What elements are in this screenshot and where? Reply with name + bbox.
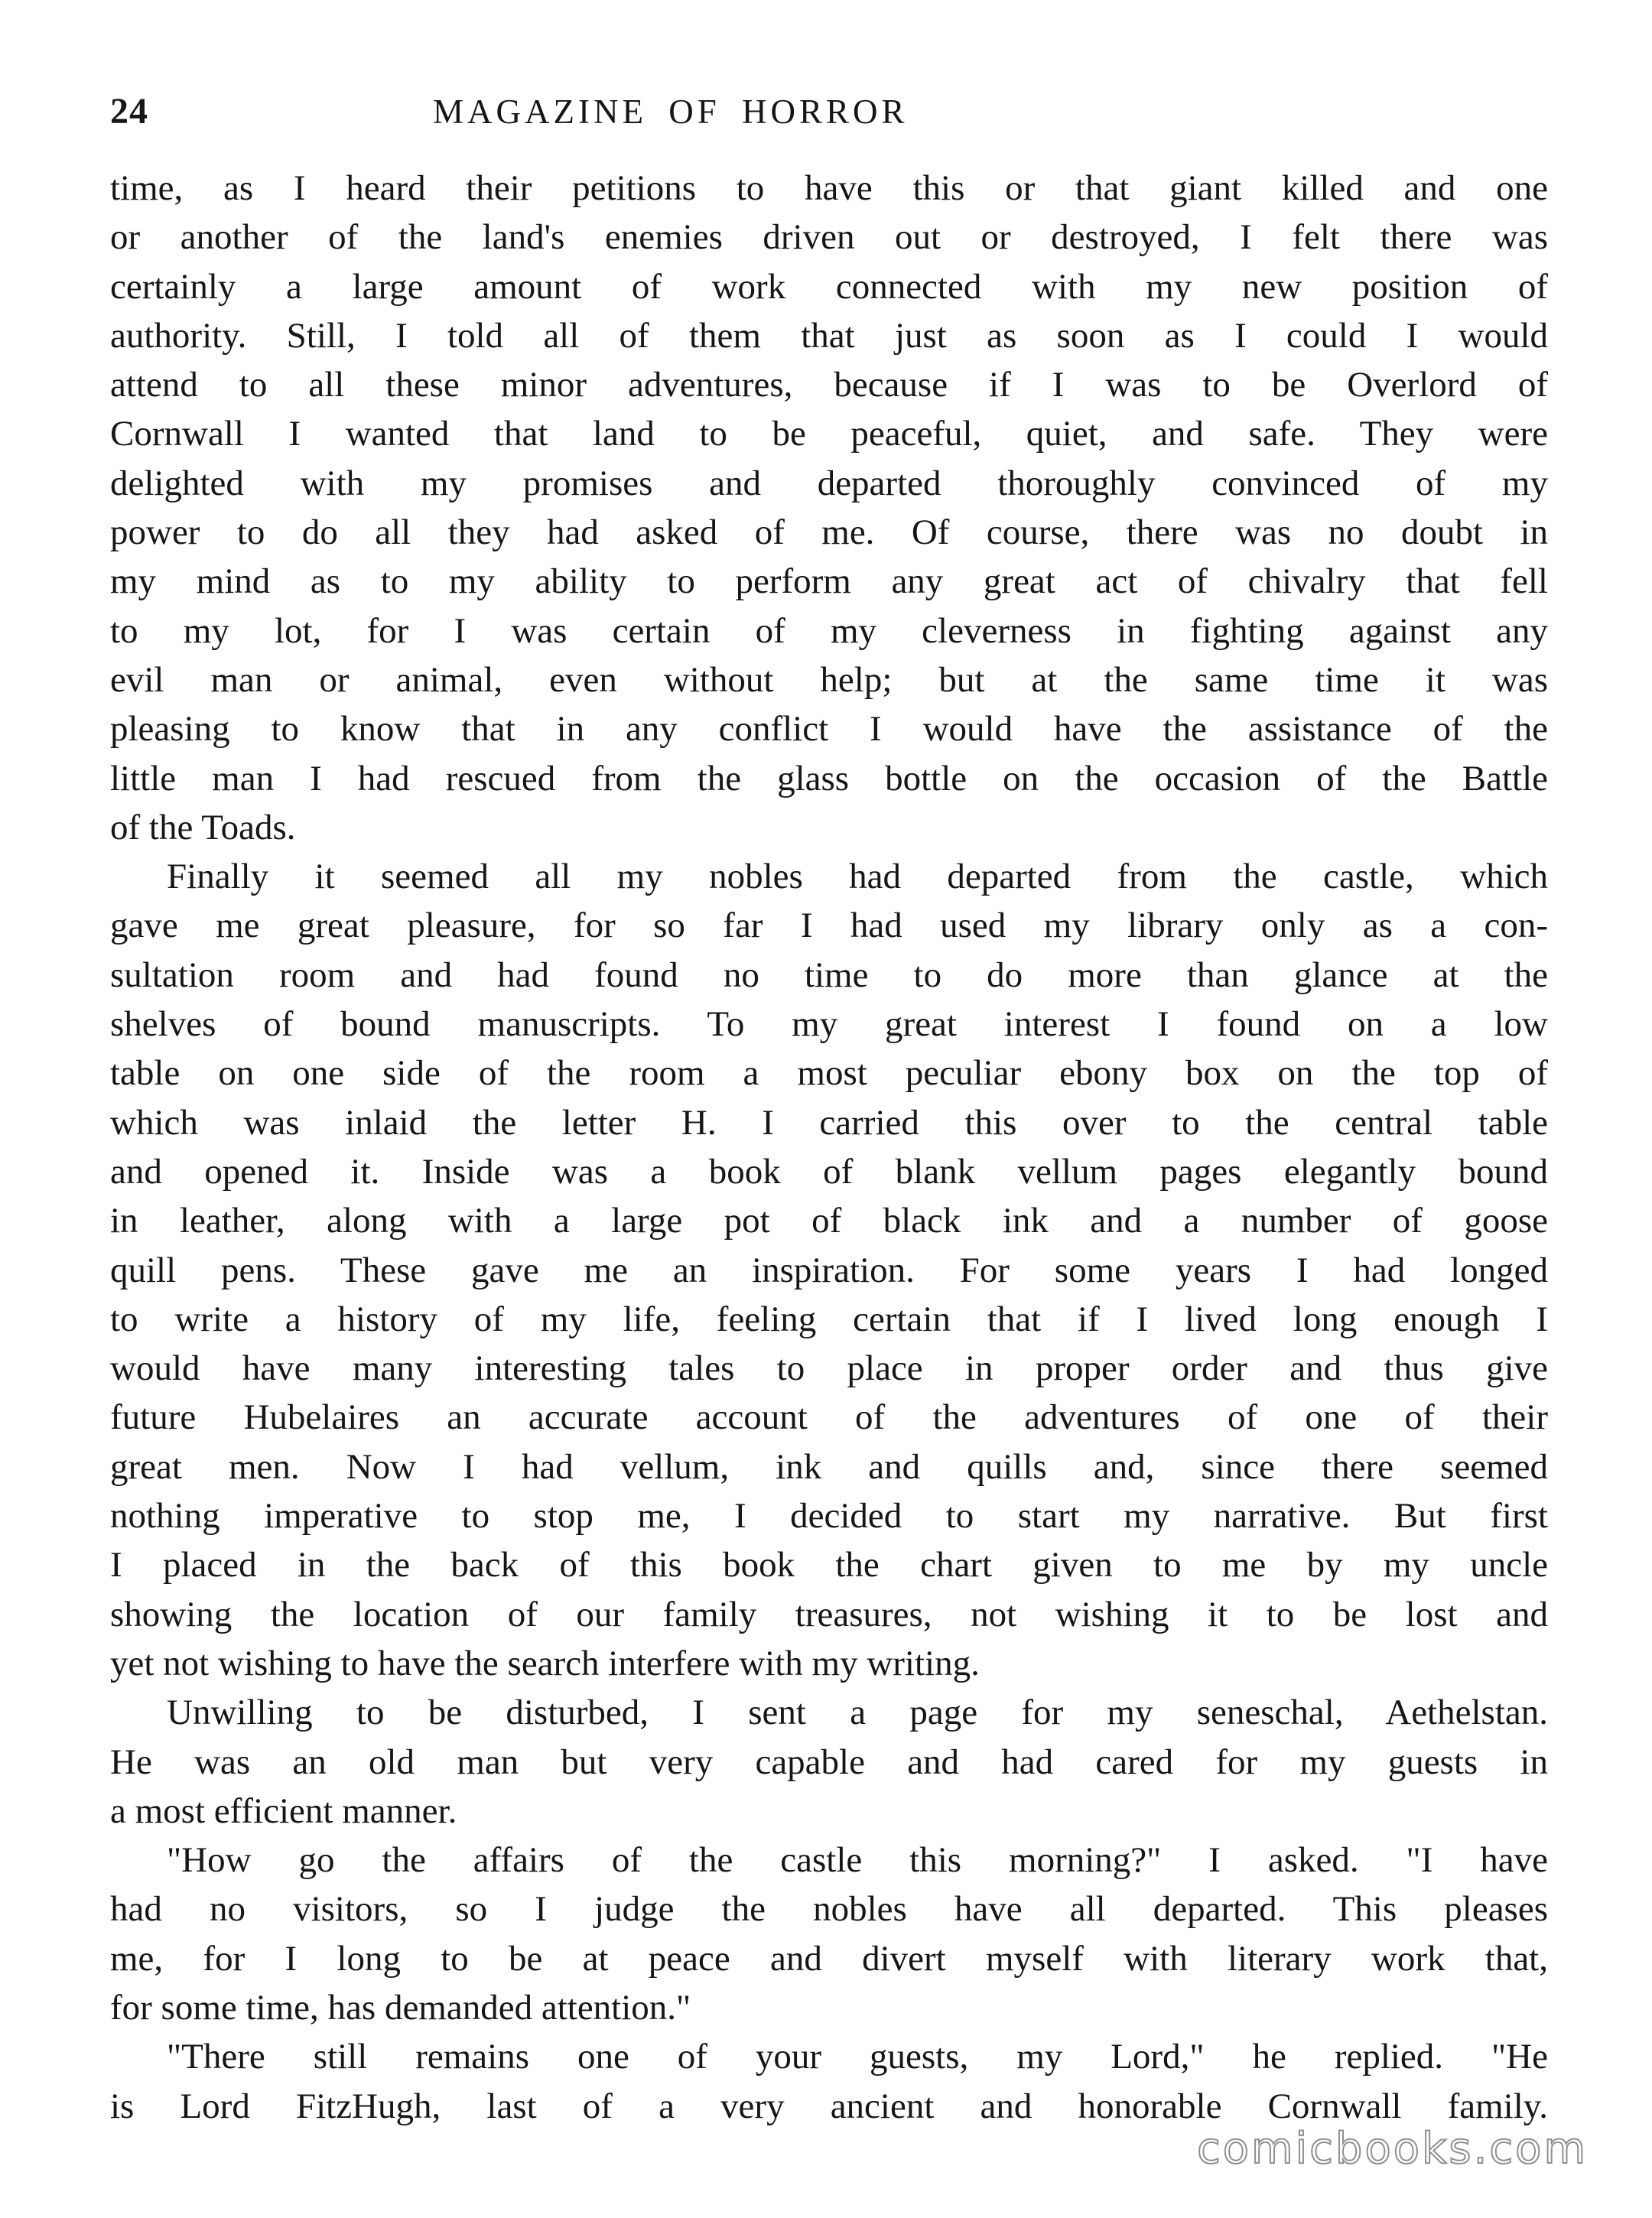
watermark: comicbooks.com: [1196, 2124, 1588, 2174]
text-line: certainly a large amount of work connected with my new position of: [110, 266, 1548, 307]
text-line: "How go the affairs of the castle this morning?" I asked. "I have: [167, 1840, 1548, 1881]
text-line: for some time, has demanded attention.": [110, 1987, 691, 2028]
running-head: MAGAZINE OF HORROR: [433, 93, 909, 131]
text-line: would have many interesting tales to place in proper order and thus give: [110, 1348, 1548, 1389]
text-line: future Hubelaires an accurate account of the adventures of one of their: [110, 1397, 1548, 1438]
text-line: power to do all they had asked of me. Of course, there was no doubt in: [110, 512, 1548, 553]
text-line: Unwilling to be disturbed, I sent a page for my seneschal, Aethelstan.: [167, 1693, 1548, 1733]
text-line: quill pens. These gave me an inspiration. For some years I had longed: [110, 1250, 1548, 1290]
text-line: had no visitors, so I judge the nobles have all departed. This pleases: [110, 1889, 1548, 1930]
text-line: little man I had rescued from the glass bottle on the occasion of the Battle: [110, 758, 1548, 798]
text-line: nothing imperative to stop me, I decided to start my narrative. But first: [110, 1496, 1548, 1537]
text-line: delighted with my promises and departed thoroughly convinced of my: [110, 463, 1548, 503]
text-line: pleasing to know that in any conflict I would have the assistance of the: [110, 709, 1548, 750]
text-line: He was an old man but very capable and had cared for my guests in: [110, 1742, 1548, 1782]
text-line: Cornwall I wanted that land to be peaceful, quiet, and safe. They were: [110, 414, 1548, 454]
text-line: I placed in the back of this book the chart given to me by my uncle: [110, 1545, 1548, 1585]
page-number: 24: [110, 91, 148, 132]
text-line: attend to all these minor adventures, because if I was to be Overlord of: [110, 365, 1548, 405]
body-text: [110, 164, 1548, 2131]
text-line: gave me great pleasure, for so far I had used my library only as a con-: [110, 906, 1548, 946]
text-line: showing the location of our family treasures, not wishing it to be lost and: [110, 1594, 1548, 1634]
text-line: is Lord FitzHugh, last of a very ancient and honorable Cornwall family.: [110, 2086, 1548, 2126]
text-line: or another of the land's enemies driven out or destroyed, I felt there was: [110, 217, 1548, 258]
text-line: of the Toads.: [110, 807, 296, 847]
text-line: sultation room and had found no time to do more than glance at the: [110, 955, 1548, 995]
text-line: "There still remains one of your guests, my Lord," he replied. "He: [167, 2037, 1548, 2077]
text-line: shelves of bound manuscripts. To my great interest I found on a low: [110, 1004, 1548, 1045]
text-line: time, as I heard their petitions to have this or that giant killed and one: [110, 168, 1548, 208]
text-line: in leather, along with a large pot of black ink and a number of goose: [110, 1201, 1548, 1241]
text-line: my mind as to my ability to perform any great act of chivalry that fell: [110, 561, 1548, 602]
text-line: great men. Now I had vellum, ink and quills and, since there seemed: [110, 1446, 1548, 1487]
text-line: authority. Still, I told all of them that just as soon as I could I would: [110, 315, 1548, 356]
text-line: yet not wishing to have the search interfere with my writing.: [110, 1643, 980, 1683]
text-line: me, for I long to be at peace and divert myself with literary work that,: [110, 1938, 1548, 1979]
text-line: to my lot, for I was certain of my cleverness in fighting against any: [110, 610, 1548, 651]
text-line: evil man or animal, even without help; but at the same time it was: [110, 659, 1548, 700]
text-line: Finally it seemed all my nobles had departed from the castle, which: [167, 857, 1548, 897]
text-line: and opened it. Inside was a book of blank vellum pages elegantly bound: [110, 1151, 1548, 1192]
text-line: a most efficient manner.: [110, 1790, 457, 1831]
text-line: table on one side of the room a most peculiar ebony box on the top of: [110, 1053, 1548, 1094]
text-line: to write a history of my life, feeling certain that if I lived long enough I: [110, 1299, 1548, 1339]
text-line: which was inlaid the letter H. I carried this over to the central table: [110, 1102, 1548, 1143]
page-header: [110, 90, 1548, 144]
